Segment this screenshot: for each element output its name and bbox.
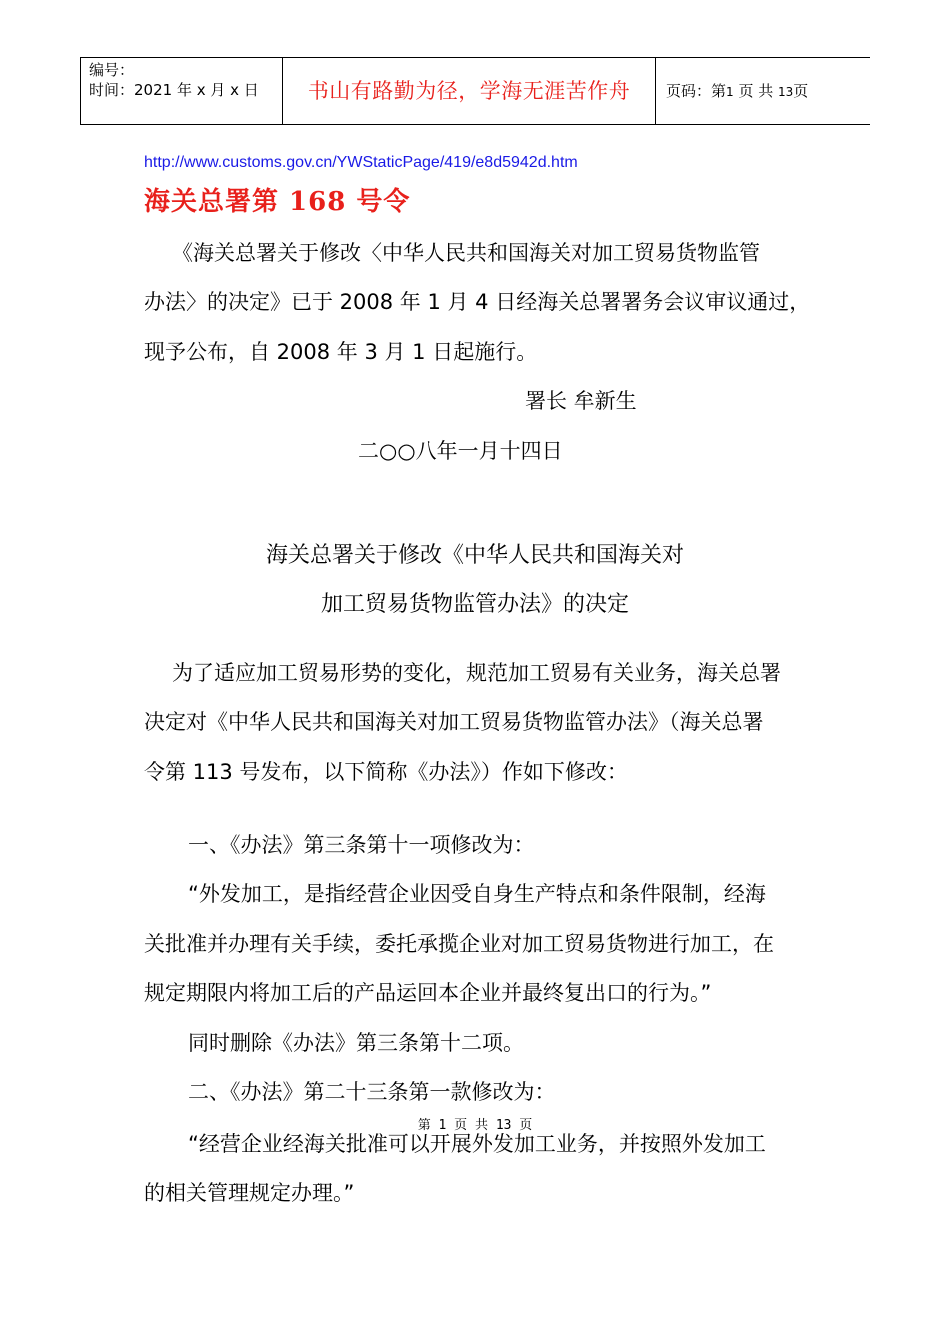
quote-1-line-3: 规定期限内将加工后的产品运回本企业并最终复出口的行为。” xyxy=(144,981,712,1005)
signature: 署长 牟新生 xyxy=(525,389,637,413)
intro-line-3: 令第 113 号发布，以下简称《办法》）作如下修改： xyxy=(144,760,628,784)
source-url[interactable]: http://www.customs.gov.cn/YWStaticPage/419/e8d5942d.htm xyxy=(144,154,578,171)
header-page-number xyxy=(656,58,870,124)
footer-page-number: 第 1 页 共 13 页 xyxy=(417,1118,533,1133)
quote-1-line-1: “外发加工，是指经营企业因受自身生产特点和条件限制，经海 xyxy=(188,882,766,906)
preamble-line-1: 《海关总署关于修改〈中华人民共和国海关对加工贸易货物监管 xyxy=(172,241,760,265)
intro-line-2: 决定对《中华人民共和国海关对加工贸易货物监管办法》（海关总署 xyxy=(144,710,764,734)
quote-2-line-1: “经营企业经海关批准可以开展外发加工业务，并按照外发加工 xyxy=(188,1132,766,1156)
time-label: 时间：2021 年 x 月 x 日 xyxy=(89,81,259,99)
page-current: 1 xyxy=(726,85,734,99)
quote-1-line-2: 关批准并办理有关手续，委托承揽企业对加工贸易货物进行加工，在 xyxy=(144,932,774,956)
preamble-line-3: 现予公布，自 2008 年 3 月 1 日起施行。 xyxy=(144,340,538,364)
item-2: 二、《办法》第二十三条第一款修改为： xyxy=(188,1080,556,1104)
date: 二○○八年一月十四日 xyxy=(358,439,563,463)
item-1: 一、《办法》第三条第十一项修改为： xyxy=(188,833,535,857)
decision-title-line-2: 加工贸易货物监管办法》的决定 xyxy=(320,592,629,617)
header-motto: 书山有路勤为径，学海无涯苦作舟 xyxy=(282,58,656,124)
doc-number-label: 编号： xyxy=(89,61,135,79)
delete-note: 同时删除《办法》第三条第十二项。 xyxy=(188,1031,524,1055)
quote-2-line-2: 的相关管理规定办理。” xyxy=(144,1181,355,1205)
preamble-line-2: 办法〉的决定》已于 2008 年 1 月 4 日经海关总署署务会议审议通过， xyxy=(144,290,811,314)
page-total: 13 xyxy=(778,85,794,99)
order-title: 海关总署第 168 号令 xyxy=(144,187,411,217)
page-label: 页码：第 xyxy=(666,82,727,100)
header-meta xyxy=(81,58,282,124)
decision-title-line-1: 海关总署关于修改《中华人民共和国海关对 xyxy=(265,543,684,568)
page-end: 页 xyxy=(793,82,809,100)
page-mid: 页 共 xyxy=(738,82,774,100)
intro-line-1: 为了适应加工贸易形势的变化，规范加工贸易有关业务，海关总署 xyxy=(172,661,781,685)
page-header xyxy=(80,57,870,125)
